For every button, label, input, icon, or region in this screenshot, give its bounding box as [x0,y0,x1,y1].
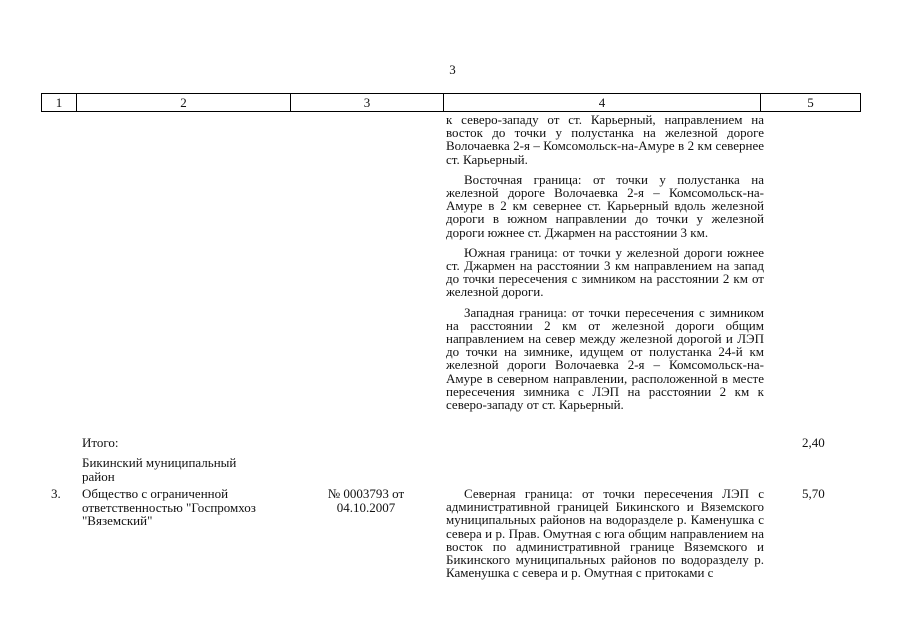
paragraph-continuation: к северо-западу от ст. Карьерный, направлением на восток до точки у полустанка на железной дороге Волочаевка 2-я – Комсомольск-на-Амуре в 2 км севернее ст. Карьерный. [446,112,764,167]
total-label: Итого: [82,435,119,450]
row-area: 5,70 [802,486,825,501]
paragraph-north-boundary: Северная граница: от точки пересечения ЛЭП с административной границей Бикинского и Вяземского муниципальных районов на водоразделе р. Каменушка с севера и р. Прав. Омутная с юга общим направлением на восток по административной границе Вяземского и Бикинского муниципальных районов по водоразделу р. Каменушка с севера и р. Омутная с притоками с [446,486,764,581]
document-date: 04.10.2007 [336,499,396,515]
organization-name: Общество с ограниченной ответственностью "Госпромхоз "Вяземский" [82,486,256,528]
row-number: 3. [51,486,61,501]
column-header-5: 5 [807,95,814,110]
paragraph-east-boundary: Восточная граница: от точки у полустанка на железной дороге Волочаевка 2-я – Комсомольск-на-Амуре в 2 км севернее ст. Карьерный вдоль железной дороги в южном направлении до точки у железной дороги южнее ст. Джармен на расстоянии 3 км. [446,171,764,240]
table-header-row [41,93,861,112]
column-header-3: 3 [291,94,444,111]
paragraph-west-boundary: Западная граница: от точки пересечения с зимником на расстоянии 2 км от железной дороги общим направлением на север между железной дорогой и ЛЭП до точки на зимнике, идущем от полустанка 24-й км железной дороги Волочаевка 2-я – Комсомольск-на-Амуре в северном направлении, расположенной в месте пересечения зимника с ЛЭП на расстоянии 2 км к северо-западу от ст. Карьерный. [446,304,764,413]
district-heading: Бикинский муниципальный район [82,455,237,484]
boundary-description-continued [446,113,764,411]
column-header-2: 2 [77,94,291,111]
column-header-4: 4 [444,94,761,111]
boundary-description-row3 [446,487,764,579]
paragraph-south-boundary: Южная граница: от точки у железной дороги южнее ст. Джармен на расстоянии 3 км направлением на запад до точки пересечения с зимником на расстоянии 2 км от железной дороги. [446,244,764,300]
document-reference [305,487,427,514]
column-header-1: 1 [42,94,77,111]
document-number: № 0003793 от [327,486,405,501]
page-number: 3 [449,62,456,77]
total-value: 2,40 [802,435,825,450]
